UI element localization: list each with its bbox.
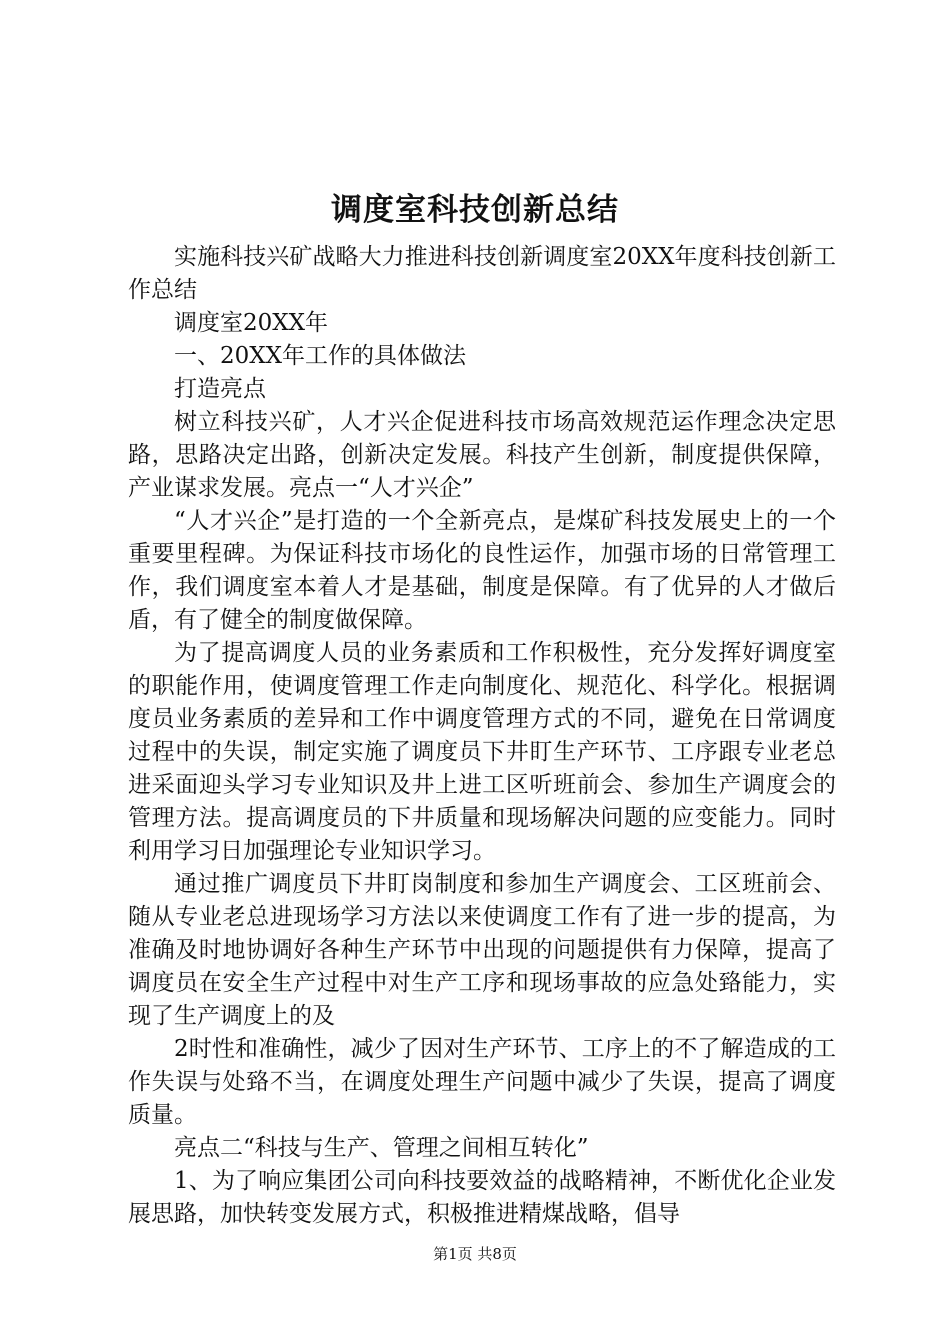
- paragraph: 2时性和准确性，减少了因对生产环节、工序上的不了解造成的工作失误与处臵不当，在调度处理生产问题中减少了失误，提高了调度质量。: [128, 1036, 836, 1128]
- paragraph: 通过推广调度员下井盯岗制度和参加生产调度会、工区班前会、随从专业老总进现场学习方法以来使调度工作有了进一步的提高，为准确及时地协调好各种生产环节中出现的问题提供有力保障，提高了调度员在安全生产过程中对生产工序和现场事故的应急处臵能力，实现了生产调度上的及: [128, 871, 836, 1029]
- paragraph: 树立科技兴矿，人才兴企促进科技市场高效规范运作理念决定思路，思路决定出路，创新决定发展。科技产生创新，制度提供保障，产业谋求发展。亮点一“人才兴企”: [128, 409, 836, 501]
- paragraph: 调度室20XX年: [174, 310, 329, 336]
- page-footer: 第1页 共8页: [433, 1245, 517, 1263]
- paragraph: “人才兴企”是打造的一个全新亮点，是煤矿科技发展史上的一个重要里程碑。为保证科技市场化的良性运作，加强市场的日常管理工作，我们调度室本着人才是基础，制度是保障。有了优异的人才做后盾，有了健全的制度做保障。: [128, 508, 836, 633]
- paragraph: 为了提高调度人员的业务素质和工作积极性，充分发挥好调度室的职能作用，使调度管理工作走向制度化、规范化、科学化。根据调度员业务素质的差异和工作中调度管理方式的不同，避免在日常调度过程中的失误，制定实施了调度员下井盯生产环节、工序跟专业老总进采面迎头学习专业知识及井上进工区听班前会、参加生产调度会的管理方法。提高调度员的下井质量和现场解决问题的应变能力。同时利用学习日加强理论专业知识学习。: [128, 640, 836, 864]
- paragraph: 1、为了响应集团公司向科技要效益的战略精神，不断优化企业发展思路，加快转变发展方式，积极推进精煤战略，倡导: [128, 1168, 836, 1227]
- document-body: [128, 241, 836, 1231]
- section-heading: 一、20XX年工作的具体做法: [174, 343, 467, 369]
- subsection-heading: 打造亮点: [174, 376, 266, 402]
- paragraph: 实施科技兴矿战略大力推进科技创新调度室20XX年度科技创新工作总结: [128, 244, 836, 303]
- subsection-heading: 亮点二“科技与生产、管理之间相互转化”: [174, 1135, 589, 1161]
- document-title: 调度室科技创新总结: [331, 192, 619, 228]
